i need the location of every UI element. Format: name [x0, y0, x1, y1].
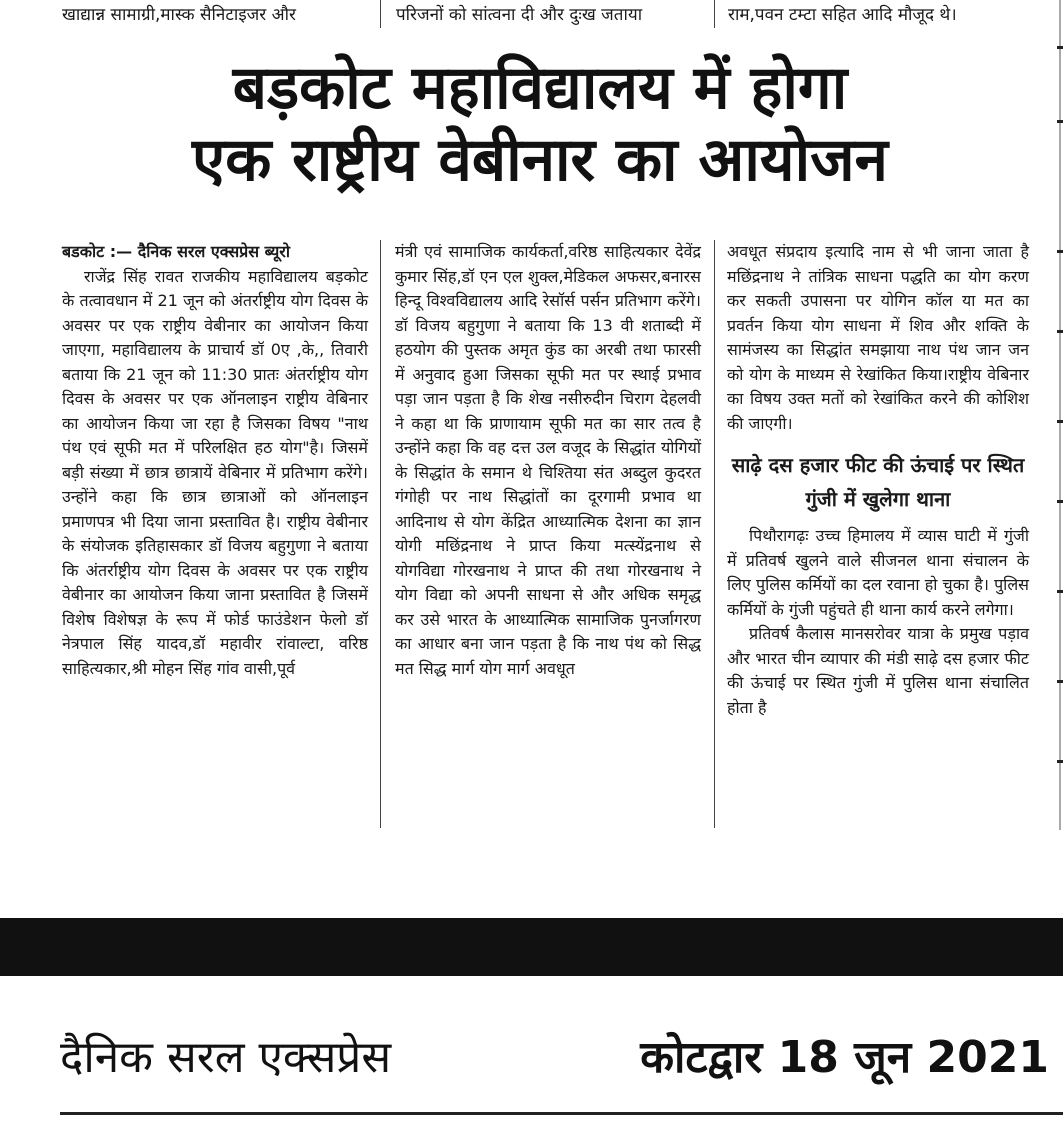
- article-column-1: [62, 240, 368, 681]
- top-strip: [0, 0, 1063, 32]
- second-article-headline: साढ़े दस हजार फीट की ऊंचाई पर स्थित गुंजी में खुलेगा थाना: [731, 453, 1025, 511]
- headline-line-2: एक राष्ट्रीय वेबीनार का आयोजन: [192, 125, 888, 195]
- column-divider: [714, 0, 715, 28]
- article-column-2: [395, 240, 701, 681]
- headline-line-1: बड़कोट महाविद्यालय में होगा: [232, 53, 848, 123]
- top-strip-right-text: राम,पवन टम्टा सहित आदि मौजूद थे।: [728, 5, 957, 25]
- footer-rule: [60, 1112, 1063, 1115]
- right-edge-marks: [1057, 0, 1063, 830]
- article-paragraph: अवधूत संप्रदाय इत्यादि नाम से भी जाना जाता है मछिंद्रनाथ ने तांत्रिक साधना पद्धति का योग करण कर सकती उपासना पर योगिन कॉल या मत का प्रवर्तन किया योग साधना में शिव और शक्ति के सामंजस्य का सिद्धांत समझाया नाथ पंथ जान जन को योग के माध्यम से रेखांकित किया।राष्ट्रीय वेबिनार का विषय उक्त मतों को रेखांकित करने की कोशिश की जाएगी।: [727, 242, 1029, 433]
- article-dateline: बडकोट :— दैनिक सरल एक्सप्रेस ब्यूरो: [62, 242, 290, 261]
- black-band: [0, 918, 1063, 976]
- column-divider: [380, 0, 381, 28]
- column-divider: [714, 240, 715, 828]
- right-edge-margin: [1057, 0, 1063, 830]
- second-article-paragraph: प्रतिवर्ष कैलास मानसरोवर यात्रा के प्रमुख पड़ाव और भारत चीन व्यापार की मंडी साढ़े दस हजार फीट की ऊंचाई पर स्थित गुंजी में पुलिस थाना संचालित होता है: [727, 624, 1029, 717]
- top-strip-middle-text: परिजनों को सांत्वना दी और दुःख जताया: [396, 5, 643, 25]
- top-strip-left-text: खाद्यान्न सामाग्री,मास्क सैनिटाइजर और: [62, 5, 296, 25]
- edition-date: कोटद्वार 18 जून 2021: [640, 1032, 1049, 1083]
- second-article-paragraph: पिथौरागढ़ः उच्च हिमालय में व्यास घाटी में गुंजी में प्रतिवर्ष खुलने वाले सीजनल थाना संचालन के लिए पुलिस कर्मियों का दल रवाना हो चुका है। पुलिस कर्मियों के गुंजी पहुंचते ही थाना कार्य करने लगेगा।: [727, 526, 1029, 619]
- headline: [40, 52, 1040, 196]
- column-divider: [380, 240, 381, 828]
- article-column-3: [727, 240, 1029, 720]
- article-paragraph: मंत्री एवं सामाजिक कार्यकर्ता,वरिष्ठ साहित्यकार देवेंद्र कुमार सिंह,डॉ एन एल शुक्ल,मेडिकल अफसर,बनारस हिन्दू विश्वविद्यालय आदि रेसॉर्स पर्सन प्रतिभाग करेंगे। डॉ विजय बहुगुणा ने बताया कि 13 वी शताब्दी में हठयोग की पुस्तक अमृत कुंड का अरबी तथा फारसी में अनुवाद हुआ जिसका सूफी मत पर स्थाई प्रभाव पड़ा जान पड़ता है कि शेख नसीरुदीन चिराग देहलवी ने कहा था कि प्राणायाम सूफी मत का सार तत्व है उन्होंने कहा कि वह दत्त उल वजूद के सिद्धांत योगियों के सिद्धांत के समान थे चिश्तिया संत अब्दुल कुदरत गंगोही पर नाथ सिद्धांतों का दूरगामी प्रभाव था आदिनाथ से योग केंद्रित आध्यात्मिक देशना का ज्ञान योगी मछिंद्रनाथ ने प्राप्त किया मत्स्येंद्रनाथ से योगविद्या गोरखनाथ ने प्राप्त की तथा गोरखनाथ ने योग विद्या को अपनी साधना से और अधिक समृद्ध कर उसे भारत के आध्यात्मिक सामाजिक पुनर्जागरण का आधार बना जान पड़ता है कि नाथ पंथ को सिद्ध मत सिद्ध मार्ग योग मार्ग अवधूत: [395, 242, 701, 678]
- article-paragraph: राजेंद्र सिंह रावत राजकीय महाविद्यालय बड़कोट के तत्वावधान में 21 जून को अंतर्राष्ट्रीय योग दिवस के अवसर पर एक राष्ट्रीय वेबीनार का आयोजन किया जाएगा, महाविद्यालय के प्राचार्य डॉ 0ए ,के,, तिवारी बताया कि 21 जून को 11:30 प्रातः अंतर्राष्ट्रीय योग दिवस के अवसर पर एक ऑनलाइन राष्ट्रीय वेबिनार का आयोजन किया जा रहा है जिसका विषय "नाथ पंथ एवं सूफी मत में परिलक्षित हठ योग"है। जिसमें बड़ी संख्या में छात्र छात्रायें वेबिनार में प्रतिभाग करेंगे।उन्होंने कहा कि छात्र छात्राओं को ऑनलाइन प्रमाणपत्र भी दिया जाना प्रस्तावित है। राष्ट्रीय वेबीनार के संयोजक इतिहासकार डॉ विजय बहुगुणा ने बताया कि अंतर्राष्ट्रीय योग दिवस के अवसर पर एक राष्ट्रीय वेबीनार का आयोजन किया जाना प्रस्तावित है जिसमें विशेष विशेषज्ञ के रूप में फोर्ड फाउंडेशन फेलो डॉ नेत्रपाल सिंह यादव,डॉ महावीर रांवाल्टा, वरिष्ठ साहित्यकार,श्री मोहन सिंह गांव वासी,पूर्व: [62, 266, 368, 678]
- masthead: दैनिक सरल एक्सप्रेस: [60, 1032, 392, 1083]
